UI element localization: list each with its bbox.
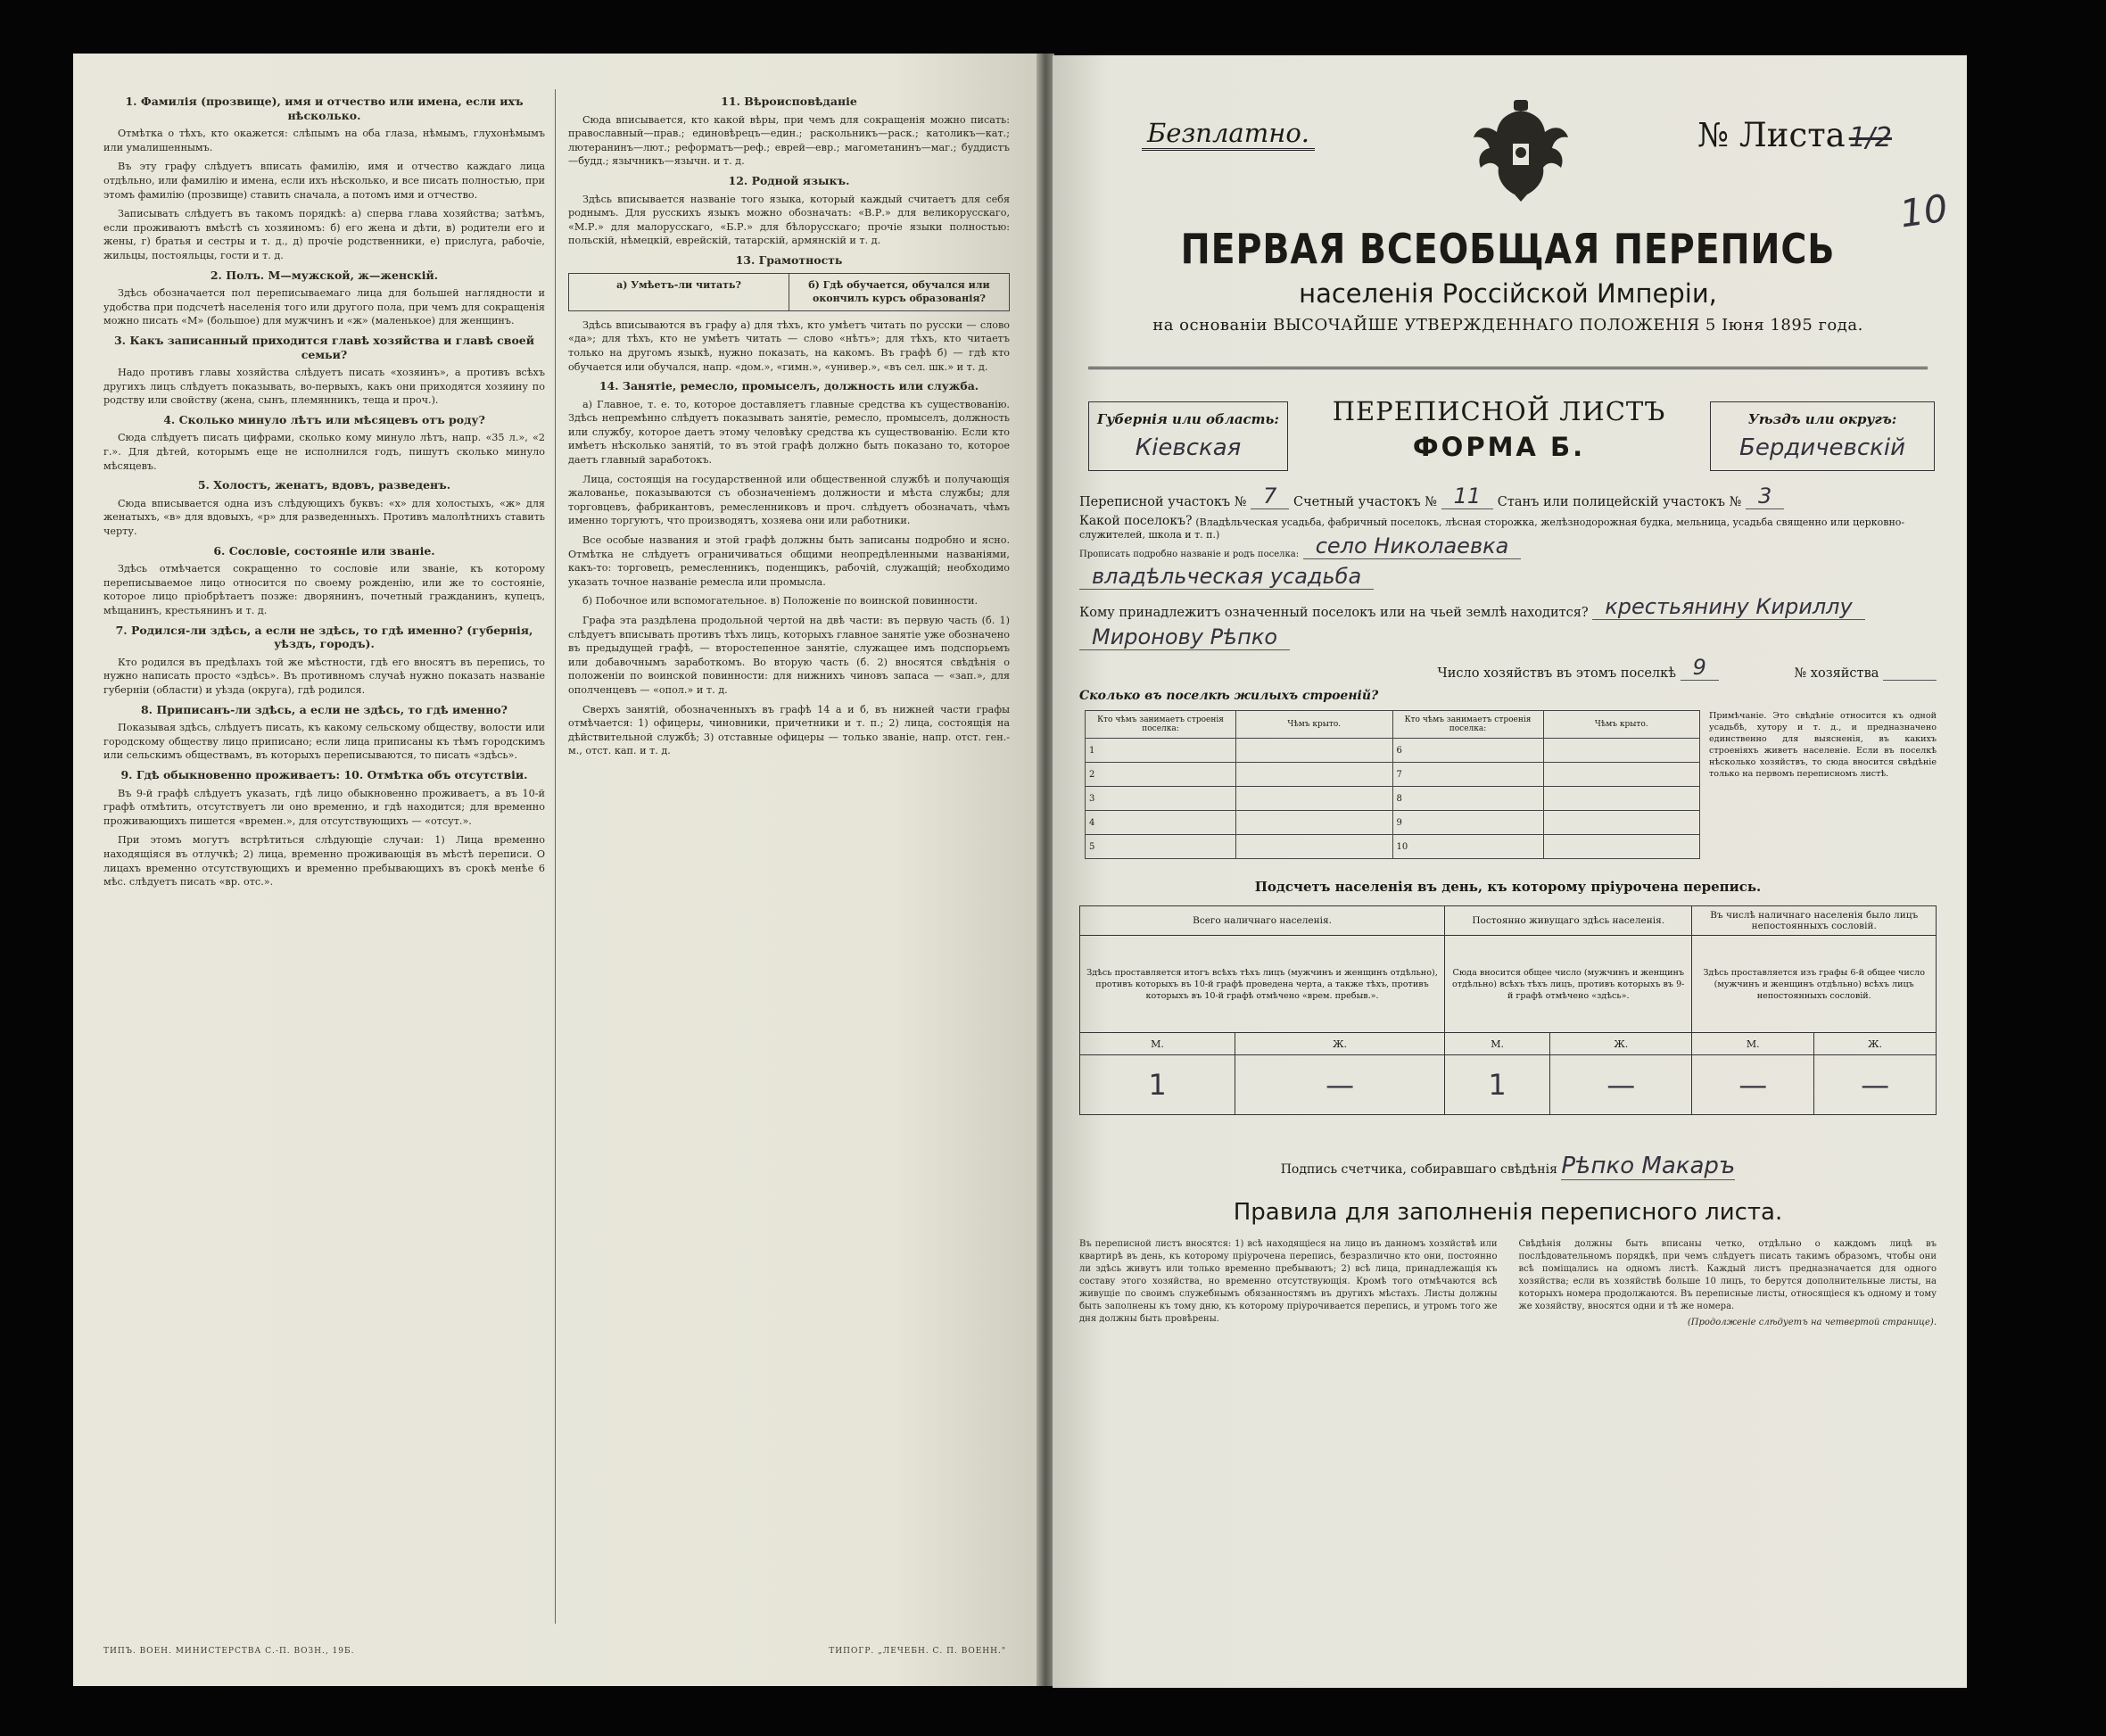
rules-continued: (Продолженіе слѣдуетъ на четвертой странице). (1687, 1318, 1937, 1327)
instruction-paragraph: При этомъ могутъ встрѣтиться слѣдующіе случаи: 1) Лица временно находящіяся въ отлучкѣ; 2) лица, временно проживающія въ мѣстѣ переписи. О лицахъ временно отсутствующихъ и временно пребывающихъ въ срокѣ менѣе 6 мѣс. слѣдуетъ писать «вр. отс.». (103, 834, 545, 889)
settlement-label: Какой поселокъ? (1079, 514, 1193, 528)
stan-value: 3 (1746, 484, 1784, 509)
instruction-heading: 1. Фамилія (прозвище), имя и отчество или имена, если ихъ нѣсколько. (125, 95, 524, 122)
district-box (1710, 401, 1935, 471)
table-row (1086, 835, 1700, 859)
male-header: М. (1445, 1033, 1550, 1055)
sheet-heading-block (1079, 396, 1937, 484)
female-header: Ж. (1814, 1033, 1937, 1055)
tally-col2-desc: Сюда вносится общее число (мужчинъ и женщинъ отдѣльно) всѣхъ тѣхъ лицъ, противъ которыхъ въ 9-й графѣ отмѣчено «здѣсь». (1445, 936, 1692, 1033)
cell (1236, 739, 1393, 763)
tally-col1-head: Всего наличнаго населенія. (1080, 906, 1445, 936)
signature-label: Подпись счетчика, собиравшаго свѣдѣнія (1280, 1162, 1557, 1177)
table-row (1086, 811, 1700, 835)
row-number: 4 (1086, 811, 1236, 835)
instruction-paragraph: Кто родился въ предѣлахъ той же мѣстности, гдѣ его вносятъ въ перепись, то нужно написать просто «здѣсь». Въ противномъ случаѣ нужно показать названіе губерніи (области) и уѣзда (округа), гдѣ родился. (103, 656, 545, 696)
right-page (1053, 55, 1967, 1688)
buildings-table (1085, 710, 1700, 859)
sections-line (1079, 484, 1937, 514)
tally-resident-female: — (1550, 1055, 1692, 1115)
sheet-title: ПЕРЕПИСНОЙ ЛИСТЪ (1332, 396, 1666, 426)
province-label: Губернія или область: (1097, 411, 1279, 427)
buildings-table-header (1086, 711, 1700, 739)
district-value: Бердичевскій (1738, 434, 1905, 461)
instruction-paragraph: Въ 9-й графѣ слѣдуетъ указать, гдѣ лицо обыкновенно проживаетъ, а въ 10-й графѣ отмѣтить, отсутствуетъ ли оно временно, и гдѣ находится; для временно проживающихъ пишется «времен.», для отсутствующихъ — «отсут.». (103, 787, 545, 827)
double-headed-eagle-icon (1472, 96, 1570, 203)
settlement-value-2: владѣльческая усадьба (1079, 564, 1374, 590)
tally-nonpermanent-female: — (1814, 1055, 1937, 1115)
rules-right-column (1519, 1238, 1937, 1329)
table-row (1086, 763, 1700, 787)
row-number: 2 (1086, 763, 1236, 787)
row-number: 8 (1392, 787, 1543, 811)
instruction-heading: 4. Сколько минуло лѣтъ или мѣсяцевъ отъ роду? (163, 412, 485, 426)
household-no-value (1883, 664, 1937, 681)
instruction-paragraph: Здѣсь отмѣчается сокращенно то сословіе или званіе, къ которому переписываемое лицо относится по своему рожденію, или же то состояніе, которое лицо пріобрѣтаетъ позже: дворянинъ, почетный гражданинъ, купецъ, мѣщанинъ, крестьянинъ и т. д. (103, 563, 545, 616)
instruction-heading: 11. Вѣроисповѣданіе (721, 95, 857, 108)
settlement-hint: (Владѣльческая усадьба, фабричный поселокъ, лѣсная сторожка, желѣзнодорожная будка, мельница, усадьба священно или церковно-служителей, школа и т. п.) (1079, 517, 1905, 541)
instruction-heading: 8. Приписанъ-ли здѣсь, а если не здѣсь, то гдѣ именно? (140, 702, 508, 716)
header-row (1079, 91, 1937, 189)
tally-header-row (1080, 906, 1937, 936)
instruction-heading: 14. Занятіе, ремесло, промыселъ, должность или служба. (599, 379, 979, 393)
stan-label: Станъ или полицейскій участокъ № (1497, 495, 1742, 509)
row-number: 7 (1392, 763, 1543, 787)
instruction-heading: 2. Полъ. М—мужской, ж—женскій. (210, 268, 439, 282)
buildings-head-b-2: Чѣмъ крыто. (1543, 711, 1700, 739)
cell (1236, 835, 1393, 859)
owner-label: Кому принадлежитъ означенный поселокъ или на чьей землѣ находится? (1079, 606, 1589, 620)
sheet-title-block (1302, 396, 1696, 462)
cell (1543, 811, 1700, 835)
row-number: 9 (1392, 811, 1543, 835)
tally-col3-head: Въ числѣ наличнаго населенія было лицъ непостоянныхъ сословій. (1692, 906, 1937, 936)
settlement-line (1079, 514, 1937, 541)
rules-left: Въ переписной листъ вносятся: 1) всѣ находящіеся на лицо въ данномъ хозяйствѣ или квартирѣ въ день, къ которому пріурочена перепись, безразлично кто они, постоянно ли здѣсь живутъ или только временно пребываютъ; 2) всѣ лица, принадлежащія къ составу этого хозяйства, но временно отсутствующія. Кромѣ того отмѣчаются всѣ живущіе по своимъ служебнымъ обязанностямъ въ другихъ мѣстахъ. Листы должны быть заполнены къ тому дню, къ которому пріурочивается перепись, и утромъ того же дня должны быть провѣрены. (1079, 1239, 1498, 1324)
cell (1543, 835, 1700, 859)
instruction-paragraph: Сюда слѣдуетъ писать цифрами, сколько кому минуло лѣтъ, напр. «35 л.», «2 г.». Для дѣтей, которымъ еще не исполнился годъ, пишутъ сколько минуло мѣсяцевъ. (103, 432, 545, 472)
buildings-head-a-2: Кто чѣмъ занимаетъ строенія поселка: (1392, 711, 1543, 739)
owner-line (1079, 594, 1937, 624)
left-page (73, 54, 1036, 1686)
count-section-value: 11 (1441, 484, 1494, 509)
province-box (1088, 401, 1288, 471)
cell (1236, 763, 1393, 787)
tally-sex-row (1080, 1033, 1937, 1055)
instruction-paragraph: Все особые названия и этой графѣ должны быть записаны подробно и ясно. Отмѣтка не слѣдуетъ ограничиваться общими неопредѣленными названіями, какъ-то: торговецъ, ремесленникъ, поденщикъ, рабочій, служащій; необходимо указать точное названіе ремесла или промысла. (568, 534, 1010, 588)
literacy-box (568, 273, 1010, 311)
tally-col3-desc: Здѣсь проставляется изъ графы 6-й общее число (мужчинъ и женщинъ отдѣльно) всѣхъ лицъ непостоянныхъ сословій. (1692, 936, 1937, 1033)
instruction-paragraph: Здѣсь вписываются въ графу а) для тѣхъ, кто умѣетъ читать по русски — слово «да»; для тѣхъ, кто не умѣетъ читать — слово «нѣтъ»; для тѣхъ, кто читаетъ только на другомъ языкѣ, нужно показать, на какомъ. Въ графѣ б) — гдѣ кто обучается или обучался, напр. «дом.», «гимн.», «универ.», «въ сел. шк.» и т. д. (568, 318, 1010, 373)
instruction-paragraph: Здѣсь обозначается пол переписываемаго лица для большей наглядности и удобства при подсчетѣ населенія того или другого пола, при чемъ для сокращенія можно писать «М» (большое) для мужчинъ и «ж» (маленькое) для женщинъ. (103, 287, 545, 327)
free-label: Безплатно. (1142, 118, 1315, 151)
cell (1543, 739, 1700, 763)
households-line (1079, 655, 1937, 685)
instruction-heading: 5. Холостъ, женатъ, вдовъ, разведенъ. (197, 478, 451, 492)
rules-right: Свѣдѣнія должны быть вписаны четко, отдѣльно о каждомъ лицѣ въ послѣдовательномъ порядкѣ, при чемъ слѣдуетъ писать такимъ образомъ, чтобы они всѣ поміщались на одномъ листѣ. Каждый листъ предназначается для одного хозяйства; если въ хозяйствѣ больше 10 лицъ, то берутся дополнительные листы, на которыхъ номера продолжаются. Въ переписные листы, относящіеся къ одному и тому же хозяйству, вносятся одни и тѣ же номера. (1518, 1239, 1937, 1311)
buildings-section (1079, 703, 1937, 859)
instruction-paragraph: Надо противъ главы хозяйства слѣдуетъ писать «хозяинъ», а противъ всѣхъ другихъ лицъ слѣдуетъ показывать, во-первыхъ, какъ они приходятся хозяину по родству или свойству (жена, сынъ, племянникъ, теща и проч.). (103, 367, 545, 407)
instruction-paragraph: Сюда вписывается одна изъ слѣдующихъ буквъ: «х» для холостыхъ, «ж» для женатыхъ, «в» для вдовыхъ, «р» для разведенныхъ. Противъ малолѣтнихъ ставить черту. (103, 497, 545, 538)
buildings-label: Сколько въ поселкѣ жилыхъ строеній? (1079, 689, 1379, 703)
settlement-name-line-2 (1079, 564, 1937, 594)
district-label: Уѣздъ или округъ: (1747, 411, 1897, 427)
cell (1543, 763, 1700, 787)
instruction-paragraph: Сверхъ занятій, обозначенныхъ въ графѣ 14 а и б, въ нижней части графы отмѣчается: 1) офицеры, чиновники, причетники и т. п.; 2) лица, состоящія на дѣйствительной службѣ; 3) отставные офицеры — только званіе, напр. отст. ген.-м., отст. кап. и т. д. (568, 703, 1010, 757)
subtitle: населенія Россійской Имперіи, (1299, 278, 1717, 309)
instruction-paragraph: Показывая здѣсь, слѣдуетъ писать, къ какому сельскому обществу, волости или городскому обществу лицо приписано; если лица приписаны къ тѣмъ городскимъ или сельскимъ обществамъ, въ которыхъ переписываются, то писать «здѣсь». (103, 722, 545, 762)
instruction-paragraph: Въ эту графу слѣдуетъ вписать фамилію, имя и отчество каждаго лица отдѣльно, или фамилію и имена, если ихъ нѣсколько, и все писать полностью, при этомъ фамилію (прозвище) ставить сначала, а потомъ имя и отчество. (103, 161, 545, 201)
row-number: 6 (1392, 739, 1543, 763)
tally-values-row (1080, 1055, 1937, 1115)
book-spine (1036, 54, 1054, 1686)
instructions-column-1 (103, 89, 545, 1633)
imprint-right: ТИПОГР. „ЛЕЧЕБН. С. П. ВОЕНН." (829, 1647, 1006, 1656)
sheet-number-label: № Листа (1697, 116, 1846, 154)
instruction-paragraph: б) Побочное или вспомогательное. в) Положеніе по воинской повинности. (582, 595, 979, 608)
instruction-heading: 7. Родился-ли здѣсь, а если не здѣсь, то гдѣ именно? (губернія, уѣздъ, городъ). (115, 623, 533, 651)
instruction-heading: 3. Какъ записанный приходится главѣ хозяйства и главѣ своей семьи? (113, 333, 535, 361)
instructions-column-2 (568, 89, 1010, 1633)
row-number: 10 (1392, 835, 1543, 859)
double-rule (1088, 367, 1928, 369)
main-title: ПЕРВАЯ ВСЕОБЩАЯ ПЕРЕПИСЬ (1180, 225, 1836, 273)
male-header: М. (1080, 1033, 1235, 1055)
settlement-hint-2: Прописать подробно названіе и родъ поселка: (1079, 550, 1300, 559)
cell (1236, 811, 1393, 835)
signature-value: Рѣпко Макаръ (1561, 1153, 1736, 1179)
table-row (1086, 739, 1700, 763)
household-no-label: № хозяйства (1794, 666, 1879, 681)
tally-col2-head: Постоянно живущаго здѣсь населенія. (1445, 906, 1692, 936)
instruction-paragraph: Отмѣтка о тѣхъ, кто окажется: слѣпымъ на оба глаза, нѣмымъ, глухонѣмымъ или умалишеннымъ. (103, 128, 545, 153)
count-section-label: Счетный участокъ № (1293, 495, 1437, 509)
row-number: 5 (1086, 835, 1236, 859)
sheet-number (1697, 116, 1892, 154)
tally-nonpermanent-male: — (1692, 1055, 1814, 1115)
tally-col1-desc: Здѣсь проставляется итогъ всѣхъ тѣхъ лицъ (мужчинъ и женщинъ отдѣльно), противъ которыхъ въ 10-й графѣ проведена черта, а также тѣхъ, противъ которыхъ въ 10-й графѣ отмѣчено «врем. пребыв.». (1080, 936, 1445, 1033)
column-divider (555, 89, 556, 1624)
instruction-paragraph: Здѣсь вписывается названіе того языка, который каждый считаетъ для себя роднымъ. Для русскихъ языкъ можно обозначать: «В.Р.» для великорусскаго, «М.Р.» для малорусскаго, «Б.Р.» для бѣлорусскаго; прочіе языки полностью: польскій, нѣмецкій, еврейскій, татарскій, армянскій и т. д. (568, 193, 1010, 247)
table-row (1086, 787, 1700, 811)
rules-columns (1079, 1238, 1937, 1329)
form-label: ФОРМА Б. (1412, 432, 1586, 462)
signature-line (1079, 1153, 1937, 1179)
male-header: М. (1692, 1033, 1814, 1055)
households-value: 9 (1681, 655, 1719, 681)
instruction-paragraph: а) Главное, т. е. то, которое доставляетъ главные средства къ существованію. Здѣсь непремѣнно слѣдуетъ показывать занятіе, ремесло, промыселъ, должность или службу, которое даетъ этому человѣку средства къ существованію. Если кто имѣетъ нѣсколько занятій, то въ этой графѣ должно быть показано то, которое даетъ главный заработокъ. (568, 398, 1010, 467)
tally-table (1079, 905, 1937, 1115)
instruction-paragraph: Сюда вписывается, кто какой вѣры, при чемъ для сокращенія можно писать: православный—прав.; единовѣрецъ—един.; раскольникъ—раск.; католикъ—кат.; лютеранинъ—лют.; реформатъ—реф.; еврей—евр.; магометанинъ—маг.; буддистъ—будд.; язычникъ—язычн. и т. д. (568, 113, 1010, 168)
owner-line-2 (1079, 624, 1937, 655)
literacy-box-cell: а) Умѣетъ-ли читать? (616, 278, 741, 291)
instruction-heading: 12. Родной языкъ. (728, 173, 850, 187)
instruction-paragraph: Записывать слѣдуетъ въ такомъ порядкѣ: а) сперва глава хозяйства; затѣмъ, если проживаютъ вмѣстѣ съ хозяиномъ: б) его жена и дѣти, в) родители его и жены, г) братья и сестры и т. д., д) прочіе родственники, е) прислуга, рабочіе, жильцы, постояльцы, гости и т. д. (103, 208, 545, 261)
female-header: Ж. (1235, 1033, 1445, 1055)
sheet-number-value: 1/2 (1848, 122, 1892, 153)
row-number: 3 (1086, 787, 1236, 811)
tally-desc-row (1080, 936, 1937, 1033)
female-header: Ж. (1550, 1033, 1692, 1055)
owner-value-2: Миронову Рѣпко (1079, 624, 1290, 650)
cell (1543, 787, 1700, 811)
tally-total-male: 1 (1080, 1055, 1235, 1115)
instruction-paragraph: Лица, состоящія на государственной или общественной службѣ и получающія жалованье, показываются съ обозначеніемъ должности и мѣста службы; для торговцевъ, фабрикантовъ, ремесленниковъ и проч. слѣдуетъ обозначать, чѣмъ именно торгуютъ, что производятъ, хозяева они или работники. (568, 473, 1010, 527)
census-section-label: Переписной участокъ № (1079, 495, 1247, 509)
margin-handwritten-number: 10 (1896, 186, 1951, 236)
legal-basis: на основаніи ВЫСОЧАЙШЕ УТВЕРЖДЕННАГО ПОЛОЖЕНІЯ 5 Іюня 1895 года. (1152, 316, 1863, 335)
instruction-heading: 6. Сословіе, состояніе или званіе. (213, 543, 435, 558)
instruction-heading: 13. Грамотность (735, 252, 843, 267)
tally-title: Подсчетъ населенія въ день, къ которому пріурочена перепись. (1254, 879, 1762, 895)
households-label: Число хозяйствъ въ этомъ поселкѣ (1437, 666, 1676, 681)
buildings-side-note: Примѣчаніе. Это свѣдѣніе относится къ одной усадьбѣ, хутору и т. д., и предназначено единственно для выясненія, въ какихъ строеніяхъ живетъ населеніе. Если въ поселкѣ нѣсколько хозяйствъ, то сюда вносится свѣдѣніе только на первомъ переписномъ листѣ. (1709, 711, 1937, 779)
instruction-paragraph: Графа эта раздѣлена продольной чертой на двѣ части: въ первую часть (б. 1) слѣдуетъ вписывать противъ тѣхъ лицъ, которыхъ главное занятіе уже обозначено въ предыдущей графѣ, — второстепенное занятіе, служащее имъ подспорьемъ или добавочнымъ заработкомъ. Во вторую часть (б. 2) вносятся свѣдѣнія о положеніи по воинской повинности: для нижнихъ чиновъ запаса — «зап.», для ополченцевъ — «опол.» и т. д. (568, 615, 1010, 696)
tally-resident-male: 1 (1445, 1055, 1550, 1115)
province-value: Кіевская (1135, 434, 1242, 461)
settlement-name-line (1079, 533, 1937, 564)
tally-total-female: — (1235, 1055, 1445, 1115)
settlement-value-1: село Николаевка (1303, 533, 1522, 559)
instruction-heading: 9. Гдѣ обыкновенно проживаетъ: 10. Отмѣтка объ отсутствіи. (120, 767, 528, 781)
buildings-head-b: Чѣмъ крыто. (1236, 711, 1393, 739)
imprint-left: ТИПЪ. ВОЕН. МИНИСТЕРСТВА С.-П. ВОЗН., 19Б. (103, 1647, 355, 1656)
buildings-head-a: Кто чѣмъ занимаетъ строенія поселка: (1086, 711, 1236, 739)
owner-value-1: крестьянину Кириллу (1592, 594, 1864, 620)
literacy-box-cell: б) Гдѣ обучается, обучался или окончилъ курсъ образованія? (789, 274, 1009, 310)
census-section-value: 7 (1251, 484, 1289, 509)
row-number: 1 (1086, 739, 1236, 763)
rules-title: Правила для заполненія переписного листа. (1233, 1199, 1783, 1226)
cell (1236, 787, 1393, 811)
